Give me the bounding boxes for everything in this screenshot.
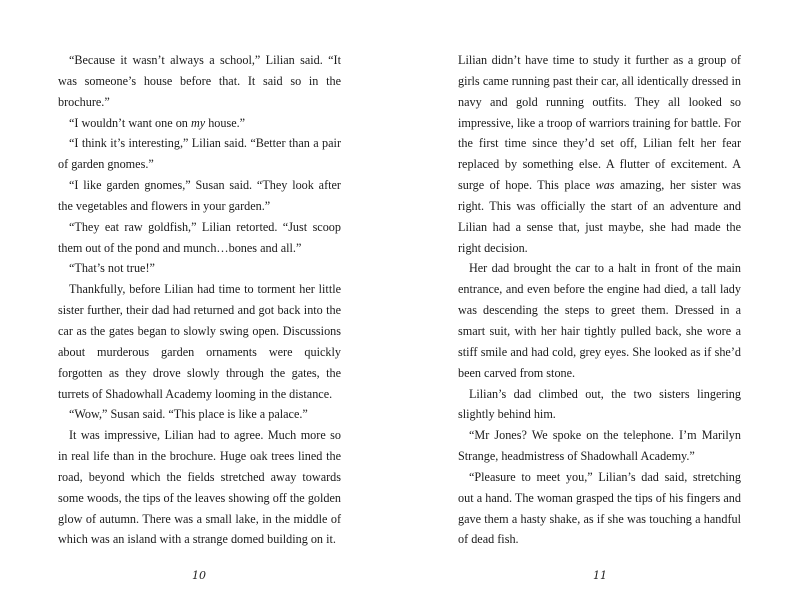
emphasis: was: [595, 178, 615, 193]
paragraph: “They eat raw goldfish,” Lilian retorted. “Just scoop them out of the pond and munch…bones and all.”: [58, 219, 341, 255]
page-number-right: 11: [593, 569, 607, 582]
page-number-left: 10: [192, 569, 206, 582]
paragraph: Her dad brought the car to a halt in front of the main entrance, and even before the engine had died, a tall lady was descending the steps to greet them. Dressed in a smart suit, with her hair tightly pulled back, she wore a stiff smile and had cold, grey eyes. She looked as if she’d been carved from stone.: [458, 261, 741, 380]
paragraph: “That’s not true!”: [68, 261, 155, 276]
paragraph: “Mr Jones? We spoke on the telephone. I’m Marilyn Strange, headmistress of Shadowhall Academy.”: [458, 428, 741, 464]
emphasis: my: [190, 115, 206, 130]
paragraph: Lilian’s dad climbed out, the two sisters lingering slightly behind him.: [458, 386, 741, 422]
paragraph: [458, 50, 741, 258]
left-page-text: [58, 50, 341, 550]
paragraph: “I like garden gnomes,” Susan said. “They look after the vegetables and flowers in your garden.”: [58, 178, 341, 213]
paragraph: “Wow,” Susan said. “This place is like a palace.”: [68, 407, 308, 422]
paragraph: “Because it wasn’t always a school,” Lilian said. “It was someone’s house before that. It said so in the brochure.”: [58, 53, 341, 109]
paragraph-text: house.”: [205, 115, 246, 130]
right-page-text: [458, 50, 741, 550]
paragraph: It was impressive, Lilian had to agree. Much more so in real life than in the brochure. Huge oak trees lined the road, beyond which the fields stretched away towards some woods, the tips of the leaves showing off the golden glow of autumn. There was a small lake, in the middle of which was an island with a strange domed building on it.: [58, 428, 341, 547]
paragraph-text: “I wouldn’t want one on: [68, 115, 191, 130]
paragraph: [58, 113, 341, 134]
paragraph-text: amazing, her sister was right. This was officially the start of an adventure and Lilian had a sense that, just maybe, she had made the right decision.: [458, 178, 741, 255]
paragraph: Thankfully, before Lilian had time to torment her little sister further, their dad had returned and got back into the car as the gates began to slowly swing open. Discussions about murderous garden ornaments were quickly forgotten as they drove slowly through the gates, the turrets of Shadowhall Academy looming in the distance.: [58, 282, 341, 401]
paragraph-text: Lilian didn’t have time to study it further as a group of girls came running past their car, all identically dressed in navy and gold running outfits. They all looked so impressive, like a troop of warriors training for battle. For the first time since they’d set off, Lilian felt her fear replaced by something else. A flutter of excitement. A surge of hope. This place: [458, 53, 741, 193]
paragraph: “I think it’s interesting,” Lilian said. “Better than a pair of garden gnomes.”: [58, 136, 341, 172]
paragraph: “Pleasure to meet you,” Lilian’s dad said, stretching out a hand. The woman grasped the tips of his fingers and gave them a hasty shake, as if she was touching a handful of dead fish.: [458, 469, 741, 547]
